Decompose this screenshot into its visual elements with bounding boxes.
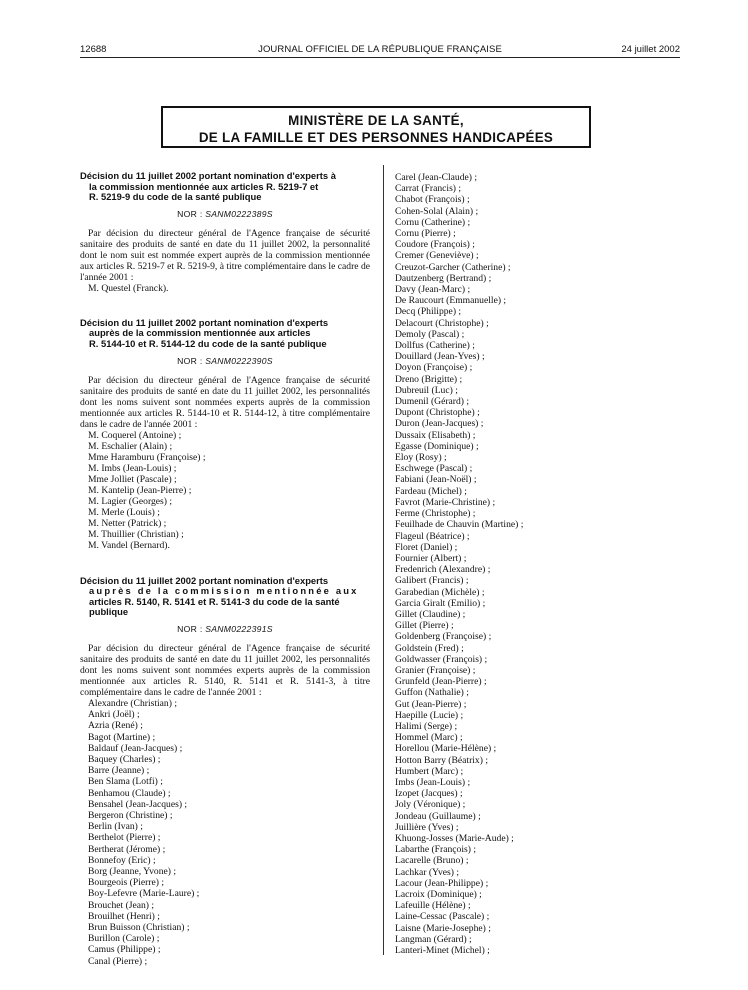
expert-name: Gillet (Pierre) ; (395, 620, 454, 632)
expert-name: Galibert (Francis) ; (395, 575, 469, 587)
expert-name: Eschwege (Pascal) ; (395, 463, 473, 475)
expert-name: Garabedian (Michèle) ; (395, 586, 485, 598)
ministry-title-line2: DE LA FAMILLE ET DES PERSONNES HANDICAPÉES (198, 130, 554, 145)
expert-name: Dumenil (Gérard) ; (395, 396, 470, 408)
left-column (80, 171, 370, 989)
expert-name: Benhamou (Claude) ; (88, 787, 171, 799)
expert-name: Lacroix (Dominique) ; (395, 889, 482, 900)
expert-name: Laisne (Marie-Josephe) ; (395, 922, 491, 934)
expert-name: Douillard (Jean-Yves) ; (395, 351, 485, 363)
expert-name: Cohen-Solal (Alain) ; (395, 205, 479, 217)
decision-title (80, 171, 370, 203)
expert-name: M. Vandel (Bernard). (88, 539, 170, 551)
expert-name: Dussaix (Elisabeth) ; (395, 429, 476, 441)
expert-name: Mme Jolliet (Pascale) ; (88, 473, 177, 485)
expert-name: Jondeau (Guillaume) ; (395, 810, 481, 822)
nor-label: NOR : (177, 208, 203, 219)
ministry-title-box (161, 106, 591, 148)
expert-name: Haepille (Lucie) ; (395, 709, 464, 721)
expert-name: M. Kantelip (Jean-Pierre) ; (88, 484, 192, 496)
expert-name: Dubreuil (Luc) ; (395, 384, 458, 396)
decision-title-line: la commission mentionnée aux articles R. 5219-7 et (89, 180, 319, 192)
expert-name: Lanteri-Minet (Michel) ; (395, 945, 490, 957)
expert-name: Borg (Jeanne, Yvone) ; (88, 865, 177, 877)
expert-name: Berthelot (Pierre) ; (88, 832, 161, 844)
expert-name: Barre (Jeanne) ; (88, 765, 150, 777)
nor-label: NOR : (177, 623, 203, 634)
expert-name: Bagot (Martine) ; (88, 731, 156, 743)
expert-name: Cremer (Geneviève) ; (395, 250, 479, 262)
expert-name: Favrot (Marie-Christine) ; (395, 496, 496, 508)
decision-title-line: Décision du 11 juillet 2002 portant nomination d'experts (80, 574, 329, 586)
expert-name: Dollfus (Catherine) ; (395, 340, 475, 352)
decision-title (80, 318, 370, 350)
expert-name: Hommel (Marc) ; (395, 732, 463, 744)
expert-name: Fardeau (Michel) ; (395, 485, 467, 497)
nor-reference (80, 624, 370, 635)
expert-name: Lafeuille (Hélène) ; (395, 900, 471, 912)
decision-title-line: auprès de la commission mentionnée aux articles (89, 327, 311, 339)
expert-name: Grunfeld (Jean-Pierre) ; (395, 676, 487, 688)
expert-name: M. Thuillier (Christian) ; (88, 528, 184, 540)
decision-title-line: Décision du 11 juillet 2002 portant nomination d'experts à (80, 170, 336, 181)
expert-name: Bertherat (Jérome) ; (88, 843, 166, 855)
expert-name: M. Questel (Franck). (88, 282, 169, 294)
expert-name: Fournier (Albert) ; (395, 552, 467, 564)
decision-title-line: R. 5219-9 du code de la santé publique (89, 191, 262, 203)
expert-name: Langman (Gérard) ; (395, 933, 472, 945)
expert-name: Fabiani (Jean-Noël) ; (395, 474, 477, 486)
expert-name: Goldwasser (François) ; (395, 653, 488, 665)
expert-name: Guffon (Nathalie) ; (395, 687, 469, 699)
right-column (395, 172, 685, 956)
decision-title-line: auprès de la commission mentionnée aux (89, 585, 359, 597)
expert-name: Fredenrich (Alexandre) ; (395, 564, 491, 576)
decision-1 (80, 171, 370, 294)
expert-name: M. Imbs (Jean-Louis) ; (88, 462, 177, 474)
nor-code: SANM0222390S (205, 355, 273, 366)
expert-name: Dreno (Brigitte) ; (395, 373, 463, 385)
expert-name: Granier (Françoise) ; (395, 664, 476, 676)
expert-name: Ferme (Christophe) ; (395, 508, 476, 520)
expert-name: Cornu (Catherine) ; (395, 216, 471, 228)
expert-name: Goldstein (Fred) ; (395, 642, 464, 654)
expert-name: Khuong-Josses (Marie-Aude) ; (395, 832, 514, 844)
expert-name: M. Lagier (Georges) ; (88, 495, 173, 507)
expert-name: Floret (Daniel) ; (395, 541, 458, 553)
expert-name: Horellou (Marie-Hélène) ; (395, 743, 497, 755)
expert-name: Creuzot-Garcher (Catherine) ; (395, 261, 511, 273)
expert-name: Davy (Jean-Marc) ; (395, 284, 471, 296)
nor-code: SANM0222391S (205, 623, 273, 634)
page-header (80, 44, 680, 58)
expert-name: Doyon (Françoise) ; (395, 362, 473, 374)
expert-name: Alexandre (Christian) ; (88, 697, 177, 709)
expert-name: M. Coquerel (Antoine) ; (88, 429, 182, 441)
decision-body: Par décision du directeur général de l'Agence française de sécurité sanitaire des produits de santé en date du 11 juillet 2002, la personnalité dont le nom suit est nommée expert auprès de la commission mentionnée aux articles R. 5219-7 et R. 5219-9, à titre complémentaire dans le cadre de l'année 2001 : (80, 227, 370, 283)
decision-title-line: publique (89, 606, 129, 618)
nor-reference (80, 356, 370, 367)
expert-name: M. Merle (Louis) ; (88, 506, 160, 518)
expert-name: Demoly (Pascal) ; (395, 328, 465, 340)
expert-name: Gillet (Claudine) ; (395, 608, 466, 620)
expert-name: Lacarelle (Bruno) ; (395, 855, 469, 867)
expert-name: Gut (Jean-Pierre) ; (395, 698, 467, 710)
expert-name: Azria (René) ; (88, 720, 143, 732)
expert-name: Brouilhet (Henri) ; (88, 910, 160, 922)
expert-name: Mme Haramburu (Françoise) ; (88, 451, 206, 463)
expert-name: Coudore (François) ; (395, 239, 475, 251)
expert-name: Bensahel (Jean-Jacques) ; (88, 798, 188, 810)
expert-name: Juillière (Yves) ; (395, 821, 459, 833)
expert-name: Bonnefoy (Eric) ; (88, 854, 156, 866)
decision-2 (80, 318, 370, 551)
expert-name: Carrat (Francis) ; (395, 183, 462, 195)
expert-name: Egasse (Dominique) ; (395, 440, 479, 452)
expert-name: Camus (Philippe) ; (88, 944, 161, 956)
expert-name: M. Netter (Patrick) ; (88, 517, 167, 529)
expert-name: Flageul (Béatrice) ; (395, 530, 470, 542)
decision-title-line: Décision du 11 juillet 2002 portant nomination d'experts (80, 316, 329, 328)
expert-name: Brun Buisson (Christian) ; (88, 922, 190, 933)
expert-name: Duron (Jean-Jacques) ; (395, 418, 484, 430)
expert-name: Delacourt (Christophe) ; (395, 317, 489, 329)
decision-title (80, 576, 370, 618)
expert-name: Berlin (Ivan) ; (88, 821, 143, 833)
nor-reference (80, 209, 370, 220)
expert-name: De Raucourt (Emmanuelle) ; (395, 295, 507, 307)
expert-name: Garcia Giralt (Emilio) ; (395, 597, 486, 609)
expert-name: Boy-Lefevre (Marie-Laure) ; (88, 888, 200, 900)
expert-name: Eloy (Rosy) ; (395, 452, 447, 464)
nor-label: NOR : (177, 355, 203, 366)
expert-name: Bergeron (Christine) ; (88, 809, 173, 821)
decision-body: Par décision du directeur général de l'Agence française de sécurité sanitaire des produits de santé en date du 11 juillet 2002, les personnalités dont les noms suivent sont nommées experts auprès de la commission mentionnée aux articles R. 5140, R. 5141 et R. 5141-3, à titre complémentaire dans le cadre de l'année 2001 : (80, 642, 370, 698)
expert-name: Bourgeois (Pierre) ; (88, 877, 165, 889)
journal-title: JOURNAL OFFICIEL DE LA RÉPUBLIQUE FRANÇAISE (258, 44, 502, 55)
nor-code: SANM0222389S (205, 208, 273, 219)
expert-name: Brouchet (Jean) ; (88, 899, 155, 911)
expert-name: Baquey (Charles) ; (88, 753, 161, 765)
expert-name: Canal (Pierre) ; (88, 955, 148, 967)
expert-name: Joly (Véronique) ; (395, 799, 466, 811)
expert-name: Carel (Jean-Claude) ; (395, 172, 478, 183)
decision-body: Par décision du directeur général de l'Agence française de sécurité sanitaire des produits de santé en date du 11 juillet 2002, les personnalités dont les noms suivent sont nommées experts auprès de la commission mentionnée aux articles R. 5144-10 et R. 5144-12, à titre complémentaire dans le cadre de l'année 2001 : (80, 374, 370, 430)
expert-list (80, 283, 370, 294)
expert-name: Chabot (François) ; (395, 194, 470, 206)
expert-list (80, 430, 370, 551)
expert-name: Lachkar (Yves) ; (395, 866, 460, 878)
decision-title-line: R. 5144-10 et R. 5144-12 du code de la santé publique (89, 337, 327, 349)
expert-name: Izopet (Jacques) ; (395, 788, 463, 800)
issue-date: 24 juillet 2002 (621, 44, 680, 55)
expert-name: Feuilhade de Chauvin (Martine) ; (395, 519, 524, 531)
expert-name: Hotton Barry (Béatrix) ; (395, 754, 488, 766)
expert-name: Dautzenberg (Bertrand) ; (395, 272, 492, 284)
decision-3 (80, 576, 370, 967)
expert-name: M. Eschalier (Alain) ; (88, 440, 173, 452)
expert-name: Humbert (Marc) ; (395, 765, 464, 777)
page-number: 12688 (80, 44, 107, 55)
expert-name: Burillon (Carole) ; (88, 933, 160, 945)
header-rule (80, 57, 680, 58)
expert-name: Lacour (Jean-Philippe) ; (395, 877, 489, 889)
expert-name: Laine-Cessac (Pascale) ; (395, 911, 490, 923)
decision-title-line: articles R. 5140, R. 5141 et R. 5141-3 du code de la santé (89, 595, 340, 607)
expert-name: Baldauf (Jean-Jacques) ; (88, 742, 183, 754)
expert-name: Dupont (Christophe) ; (395, 407, 480, 419)
expert-name: Cornu (Pierre) ; (395, 228, 456, 240)
expert-name: Ben Slama (Lotfi) ; (88, 776, 163, 788)
column-divider (383, 165, 384, 955)
expert-name: Labarthe (François) ; (395, 844, 476, 856)
expert-list (80, 698, 370, 967)
expert-name: Ankri (Joël) ; (88, 709, 140, 721)
expert-name: Imbs (Jean-Louis) ; (395, 776, 471, 788)
expert-name: Halimi (Serge) ; (395, 720, 458, 732)
expert-name: Goldenberg (Françoise) ; (395, 631, 492, 643)
ministry-title-line1: MINISTÈRE DE LA SANTÉ, (288, 113, 464, 128)
expert-name: Decq (Philippe) ; (395, 306, 462, 318)
expert-list-continued (395, 172, 685, 956)
